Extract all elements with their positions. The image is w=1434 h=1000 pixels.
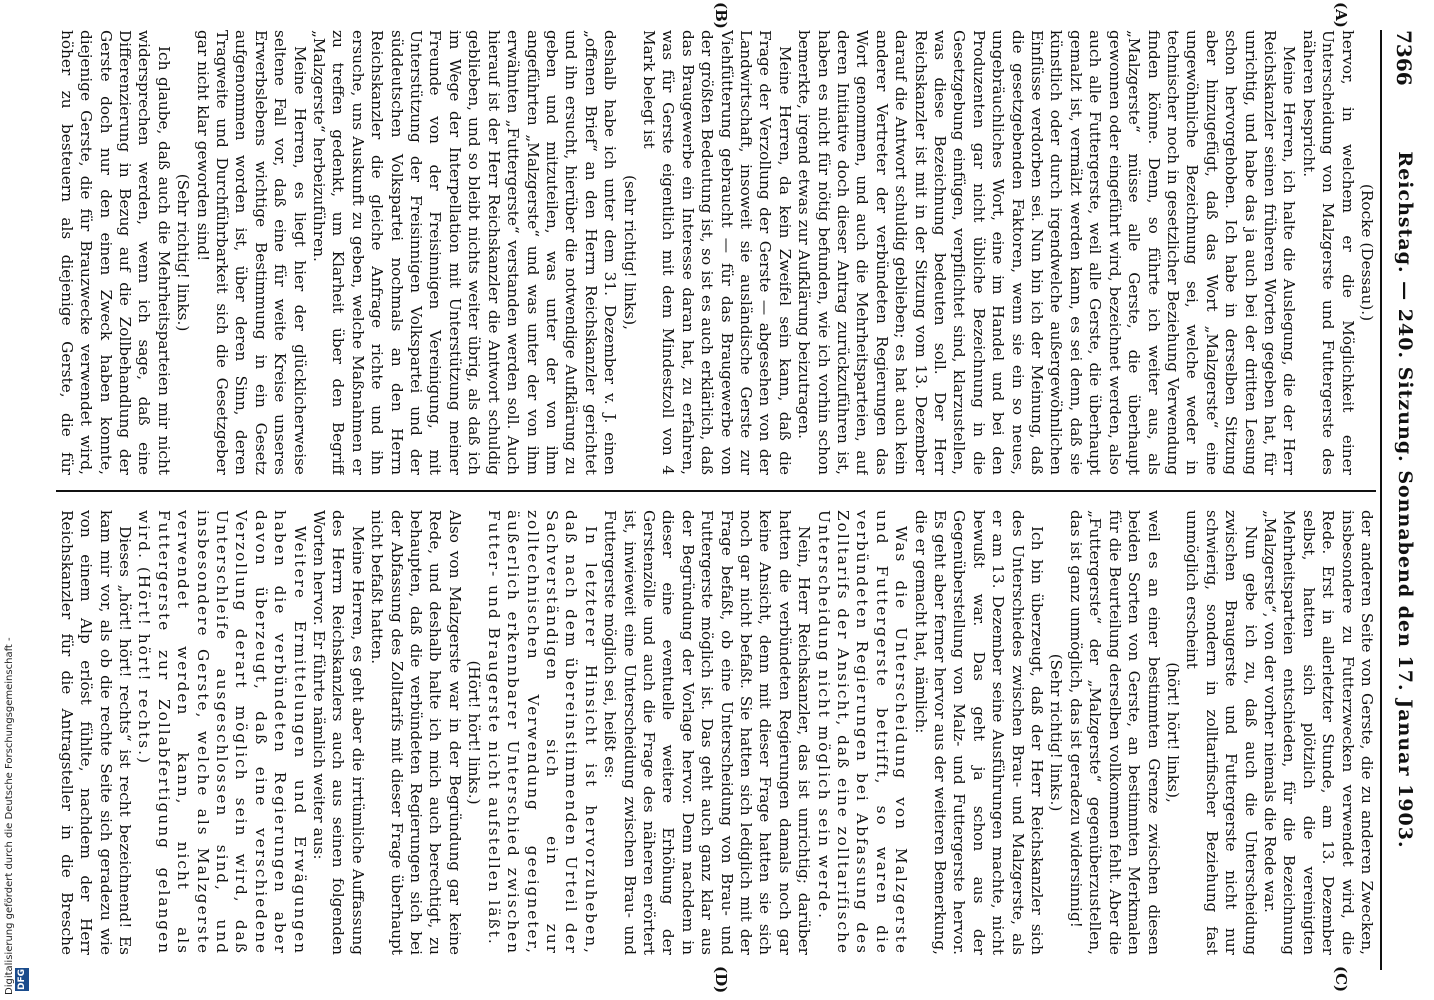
margin-marker-b: (B): [712, 2, 730, 29]
paragraph: weil es an einer bestimmten Grenze zwischen diesen beiden Sorten von Gerste, an bestimmten Merkmalen für die Beurteilung derselben vollkommen fehlt. Aber die „Futtergerste“ der „Malzgerste“ gegenüberzustellen, das ist ganz unmöglich, das ist geradezu widersinnig!: [1066, 510, 1163, 955]
paragraph: Meine Herren, ich halte die Auslegung, die der Herr Reichskanzler seinen früheren Worten gegeben hat, für unrichtig, und habe das ja auch bei der dritten Lesung schon hervorgehoben. Ich habe in derselben Sitzung aber hinzugefügt, daß das Wort „Malzgerste“ eine ungewöhnliche Bezeichnung sei, welche weder in technischer noch in gesetzlicher Beziehung Verwendung finden könne. Denn, so führte ich weiter aus, als „Malzgerste“ müsse alle Gerste, die überhaupt gewonnen oder eingeführt wird, bezeichnet werden, also auch alle Futtergerste, weil alle Gerste, die überhaupt gemalzt ist, vermälzt werden kann, es sei denn, daß sie künstlich oder durch irgendwelche außergewöhnlichen Einflüsse verdorben sei. Nun bin ich der Meinung, daß die gesetzgebenden Faktoren, wenn sie ein so neues, ungebräuchliches Wort, eine im Handel und bei den Produzenten gar nicht übliche Bezeichnung in die Gesetzgebung einfügen, verpflichtet sind, klarzustellen, was diese Bezeichnung bedeuten soll. Der Herr Reichskanzler ist mit in der Sitzung vom 13. Dezember darauf die Antwort schuldig geblieben; es hat auch kein anderer Vertreter der verbündeten Regierungen das Wort genommen, und auch die Mehrheitsparteien, auf deren Initiative doch dieser Antrag zurückzuführen ist, haben es nicht für nötig befunden, wie ich vorhin schon bemerkte, irgend etwas zur Aufklärung beizutragen.: [795, 30, 1299, 475]
right-text-column: [56, 510, 1376, 955]
credit-text: Digitalisierung gefördert durch die Deutsche Forschungsgemeinschaft -: [4, 637, 15, 995]
quotation: Was die Unterscheidung von Malzgerste und Futtergerste betrifft, so waren die verbündeten Regierungen bei Abfassung des Zolltarifs der Ansicht, daß eine zolltarifische Unterscheidung nicht möglich sein werde.: [814, 510, 911, 955]
paragraph: Ich bin überzeugt, daß der Herr Reichskanzler sich des Unterschiedes zwischen Brau- und Malzgerste, als er am 13. Dezember seine Ausführungen machte, nicht bewußt war. Das geht ja schon aus der Gegenüberstellung von Malz- und Futtergerste hervor. Es geht aber ferner hervor aus der weiteren Bemerkung, die er gemacht hat, nämlich:: [911, 510, 1047, 955]
paragraph: Nein, Herr Reichskanzler, das ist unrichtig; darüber hatten die verbündeten Regierungen damals noch gar keine Ansicht, denn mit dieser Frage hatten sie sich noch gar nicht befaßt. Sie hatten sich lediglich mit der Frage befaßt, ob eine Unterscheidung von Brau- und Futtergerste möglich ist. Das geht auch ganz klar aus der Begründung der Vorlage hervor. Denn nachdem in dieser eine eventuelle weitere Erhöhung der Gerstenzölle und auch die Frage des näheren erörtert ist, inwieweit eine Unterscheidung zwischen Brau- und Futtergerste möglich sei, heißt es:: [601, 510, 814, 955]
paragraph: Also von Malzgerste war in der Begründung gar keine Rede, und deshalb halte ich mich auch berechtigt, zu behaupten, daß die verbündeten Regierungen sich bei der Abfassung des Zolltarifs mit dieser Frage überhaupt nicht befaßt hatten.: [368, 510, 464, 955]
interjection: (sehr richtig! links),: [620, 175, 639, 330]
paragraph: Ich glaube, daß auch die Mehrheitsparteien mir nicht widersprechen werden, wenn ich sage, daß eine Differenzierung in Bezug auf die Zollbehandlung der Gerste doch nur den einen Zweck haben konnte, diejenige Gerste, die für Brauzwecke verwendet wird, höher zu besteuern als diejenige Gerste, die für: [57, 30, 173, 475]
running-title: Reichstag. — 240. Sitzung. Sonnabend den 17. Januar 1903.: [1394, 151, 1416, 849]
interjection: (Sehr richtig! links.): [1047, 653, 1066, 812]
margin-marker-a: (A): [1332, 2, 1350, 28]
interjection: (hört! hört! links),: [1163, 662, 1182, 803]
paragraph: der anderen Seite von Gerste, die zu anderen Zwecken, insbesondere zu Futterzwecken verwendet wird, die Rede. Erst in allerletzter Stunde, am 13. Dezember selbst, hatten sich plötzlich die vereinigten Mehrheitsparteien entschieden, für die Bezeichnung „Malzgerste“, von der vorher niemals die Rede war.: [1260, 510, 1376, 955]
page-number: 7366: [1392, 30, 1416, 86]
paragraph: Nun gebe ich zu, daß auch die Unterscheidung zwischen Braugerste und Futtergerste nicht nur schwierig, sondern in zolltarifischer Beziehung fast unmöglich erscheint: [1183, 510, 1260, 955]
column-divider: [56, 490, 1376, 492]
margin-marker-d: (D): [712, 966, 730, 994]
dfg-logo-icon: DFG: [17, 968, 27, 990]
document-page: [40, 0, 1430, 1000]
quotation: In letzterer Hinsicht ist hervorzuheben, daß nach dem übereinstimmenden Urteil der Sachverständigen sich ein zur zolltechnischen Verwendung geeigneter, äußerlich erkennbarer Unterschied zwischen Futter- und Braugerste nicht aufstellen läßt.: [484, 510, 600, 955]
digitization-credit: [4, 610, 27, 995]
speaker-label: (Rocke (Dessau).): [1358, 183, 1376, 322]
quotation: Weitere Ermittelungen und Erwägungen haben die verbündeten Regierungen aber davon überzeugt, daß eine verschiedene Verzollung derart möglich sein wird, daß Unterschleife ausgeschlossen sind, und insbesondere Gerste, welche als Malzgerste verwendet werden kann, nicht als Futtergerste zur Zollabfertigung gelangen wird. (Hört! hört! rechts.): [135, 510, 309, 955]
page-header: [1380, 30, 1422, 970]
paragraph: Meine Herren, es geht aber die irrtümliche Auffassung des Herrn Reichskanzlers auch aus seinen folgenden Worten hervor. Er führte nämlich weiter aus:: [310, 510, 367, 955]
paragraph: Dieses „hört! hört! rechts“ ist recht bezeichnend! Es kam mir vor, als ob die rechte Seite sich geradezu wie von einem Alp erlöst fühlte, nachdem der Herr Reichskanzler für die Antragsteller in die Bresche: [57, 510, 134, 955]
interjection: (Hört! hört! links.): [465, 660, 484, 805]
left-text-column: [56, 30, 1376, 475]
paragraph: Meine Herren, da kein Zweifel sein kann, daß die Frage der Verzollung der Gerste — abgesehen von der Landwirtschaft, insoweit sie ausländische Gerste zur Viehfütterung gebraucht — für das Braugewerbe von der größten Bedeutung ist, so ist es auch erklärlich, daß das Braugewerbe ein Interesse daran hat, zu erfahren, was für Gerste eigentlich mit dem Mindestzoll von 4 Mark belegt ist: [639, 30, 794, 475]
margin-marker-c: (C): [1332, 966, 1350, 993]
paragraph: hervor, in welchem er die Möglichkeit einer Unterscheidung von Malzgerste und Futtergerste des näheren bespricht.: [1299, 30, 1357, 475]
paragraph: deshalb habe ich unter dem 31. Dezember v. J. einen „offenen Brief“ an den Herrn Reichskanzler gerichtet und ihn ersucht, hierüber die notwendige Aufklärung zu geben und mitzuteilen, was unter der von ihm angeführten „Malzgerste“ und was unter der von ihm erwähnten „Futtergerste“ verstanden werden soll. Auch hierauf ist der Herr Reichskanzler die Antwort schuldig geblieben, und so bleibt nichts weiter übrig, als daß ich im Wege der Interpellation mit Unterstützung meiner Freunde von der Freisinnigen Vereinigung, mit Unterstützung der Freisinnigen Volkspartei und der süddeutschen Volkspartei nochmals an den Herrn Reichskanzler die gleiche Anfrage richte und ihn ersuche, uns Auskunft zu geben, welche Maßnahmen er zu treffen gedenkt, um Klarheit über den Begriff „Malzgerste“ herbeizuführen.: [310, 30, 620, 475]
interjection: (Sehr richtig! links.): [174, 173, 193, 332]
paragraph: Meine Herren, es liegt hier der glücklicherweise seltene Fall vor, daß eine für weite Kreise unseres Erwerbslebens wichtige Bestimmung in ein Gesetz aufgenommen worden ist, über deren Sinn, deren Tragweite und Durchführbarkeit sich die Gesetzgeber gar nicht klar geworden sind!: [193, 30, 309, 475]
